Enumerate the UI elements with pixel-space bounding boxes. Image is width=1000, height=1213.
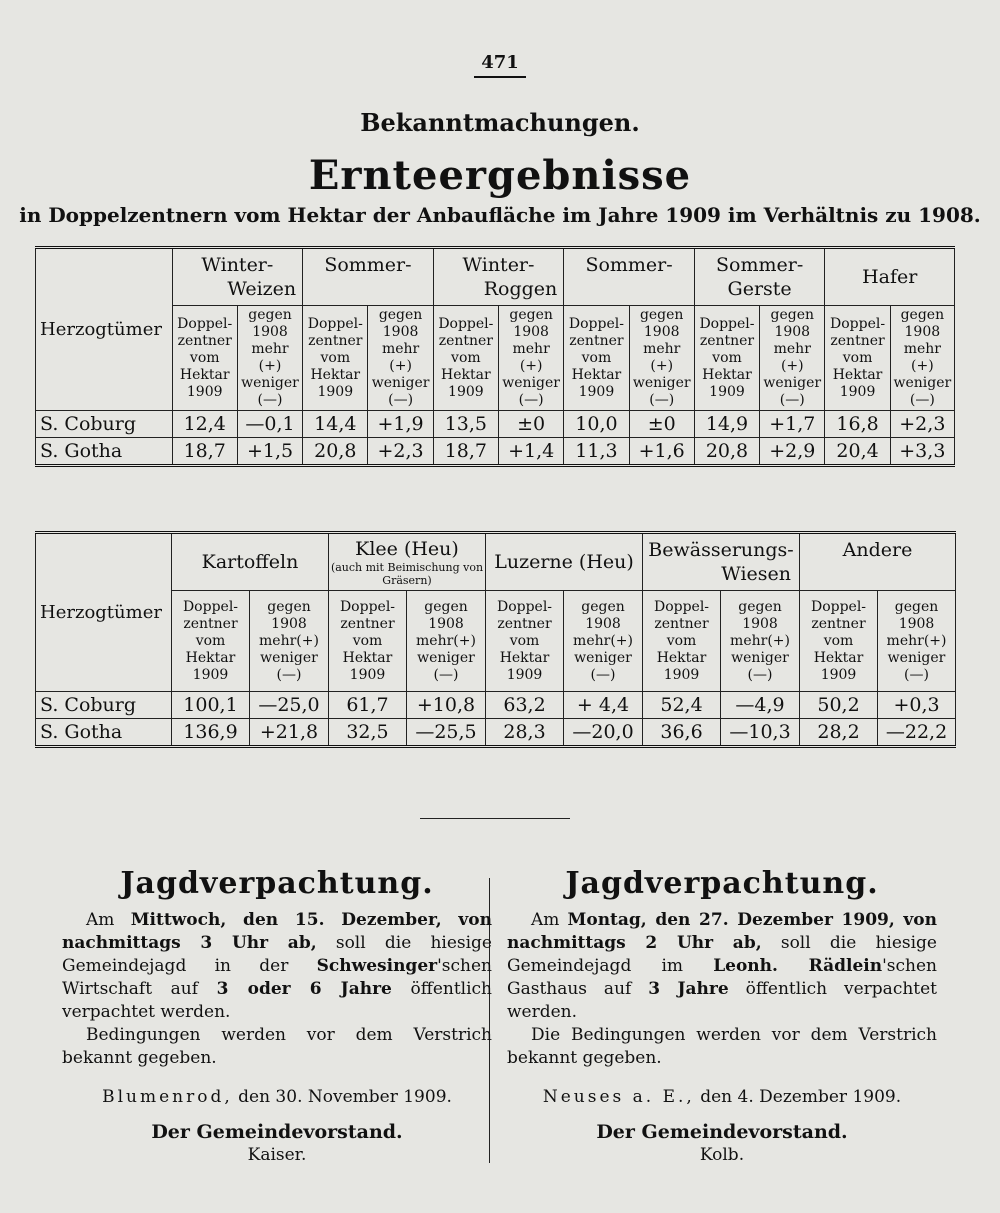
- page-subtitle: in Doppelzentnern vom Hektar der Anbaufläche im Jahre 1909 im Verhältnis zu 1908.: [19, 203, 981, 227]
- table-cell: +10,8: [407, 692, 486, 719]
- subheader-doppelzentner: Doppel- zentner vom Hektar 1909: [433, 306, 498, 411]
- table-cell: +1,9: [368, 411, 433, 438]
- table-cell: —20,0: [564, 719, 643, 747]
- notice-date: den 4. Dezember 1909.: [700, 1087, 902, 1107]
- place-name: Neuses a. E.,: [542, 1087, 695, 1107]
- group-header-winter-roggen: [433, 248, 564, 306]
- row-name: S. Gotha: [36, 438, 173, 466]
- notice-paragraph: [507, 909, 937, 1024]
- subheader-gegen-1908: gegen 1908 mehr(+) weniger (—): [721, 591, 800, 692]
- table-cell: 18,7: [172, 438, 237, 466]
- table-cell: 36,6: [643, 719, 721, 747]
- text-span: Am: [531, 910, 560, 930]
- table-cell: 20,4: [825, 438, 890, 466]
- row-name: S. Coburg: [36, 411, 173, 438]
- group-header-sommer-weizen: [303, 248, 434, 306]
- page-title: Ernteergebnisse: [308, 152, 692, 199]
- subheader-gegen-1908: gegen 1908 mehr(+) weniger (—): [250, 591, 329, 692]
- group-header-line1: Kartoffeln: [201, 551, 299, 573]
- table-cell: +1,5: [237, 438, 302, 466]
- emphasis-text: 3 Jahre: [648, 979, 729, 999]
- table-cell: 28,2: [800, 719, 878, 747]
- group-header-kartoffeln: [172, 533, 329, 591]
- emphasis-text: Montag, den 27. Dezember 1909, von nachmittags 2 Uhr ab,: [507, 910, 938, 953]
- subheader-doppelzentner: Doppel- zentner vom Hektar 1909: [172, 591, 250, 692]
- table-cell: —10,3: [721, 719, 800, 747]
- table-cell: 14,4: [303, 411, 368, 438]
- subheader-gegen-1908: gegen 1908 mehr (+) weniger (—): [368, 306, 433, 411]
- text-span: soll die hiesige Gemeindejagd in der: [62, 933, 492, 976]
- notice-signer-name: Kolb.: [699, 1145, 745, 1165]
- table-cell: +1,6: [629, 438, 694, 466]
- table-cell: 11,3: [564, 438, 629, 466]
- table-cell: 12,4: [172, 411, 237, 438]
- notice-place-date: [507, 1086, 937, 1109]
- subheader-gegen-1908: gegen 1908 mehr (+) weniger (—): [237, 306, 302, 411]
- group-header-hafer: [825, 248, 955, 306]
- table-cell: 20,8: [694, 438, 759, 466]
- group-header-winter-weizen: [172, 248, 303, 306]
- group-header-bewaesserungs: [643, 533, 800, 591]
- table-cell: 18,7: [433, 438, 498, 466]
- group-header-line2: Wiesen: [721, 563, 792, 585]
- table-cell: 136,9: [172, 719, 250, 747]
- notice-body: [62, 909, 492, 1070]
- group-header-sommer-gerste: [694, 248, 825, 306]
- section-heading: Bekanntmachungen.: [360, 108, 640, 137]
- table-cell: —25,5: [407, 719, 486, 747]
- table-cell: +2,3: [368, 438, 433, 466]
- table-cell: + 4,4: [564, 692, 643, 719]
- text-span: öffentlich verpachtet werden.: [62, 979, 492, 1022]
- subheader-gegen-1908: gegen 1908 mehr (+) weniger (—): [760, 306, 825, 411]
- group-header-line1: Sommer-: [324, 254, 412, 276]
- text-span: 'schen Gasthaus auf: [507, 956, 937, 999]
- group-header-line1: Bewässerungs-: [648, 539, 794, 561]
- table-cell: 52,4: [643, 692, 721, 719]
- table-cell: —25,0: [250, 692, 329, 719]
- notice-place-date: [62, 1086, 492, 1109]
- notice-right: [507, 866, 938, 1167]
- notice-signature: Der Gemeindevorstand.: [151, 1121, 403, 1143]
- text-span: 'schen Wirtschaft auf: [62, 956, 492, 999]
- harvest-table-grains: [35, 246, 955, 467]
- subheader-doppelzentner: Doppel- zentner vom Hektar 1909: [564, 306, 629, 411]
- table-cell: +3,3: [890, 438, 954, 466]
- table-cell: 32,5: [329, 719, 407, 747]
- notice-paragraph: [62, 909, 492, 1024]
- table-cell: +2,9: [760, 438, 825, 466]
- subheader-gegen-1908: gegen 1908 mehr(+) weniger (—): [878, 591, 956, 692]
- emphasis-text: Mittwoch, den 15. Dezember, von nachmittags 3 Uhr ab,: [62, 910, 492, 953]
- notice-signer-name: Kaiser.: [247, 1145, 307, 1165]
- table-row: [36, 692, 956, 719]
- text-span: öffentlich verpachtet werden.: [507, 979, 938, 1022]
- group-header-line1: Andere: [842, 539, 913, 561]
- subheader-doppelzentner: Doppel- zentner vom Hektar 1909: [303, 306, 368, 411]
- row-header: Herzogtümer: [36, 533, 172, 692]
- table-cell: +1,7: [760, 411, 825, 438]
- page-number: 471: [470, 52, 530, 73]
- table-row: [36, 719, 956, 747]
- notice-date: den 30. November 1909.: [238, 1087, 452, 1107]
- group-header-line1: Winter-: [201, 254, 274, 276]
- subheader-doppelzentner: Doppel- zentner vom Hektar 1909: [694, 306, 759, 411]
- subheader-doppelzentner: Doppel- zentner vom Hektar 1909: [643, 591, 721, 692]
- group-header-line1: Sommer-: [716, 254, 804, 276]
- subheader-gegen-1908: gegen 1908 mehr (+) weniger (—): [629, 306, 694, 411]
- notice-body: [507, 909, 937, 1070]
- table-cell: 16,8: [825, 411, 890, 438]
- table-cell: 100,1: [172, 692, 250, 719]
- place-name: Blumenrod,: [102, 1087, 233, 1107]
- notice-signature: Der Gemeindevorstand.: [596, 1121, 848, 1143]
- table-cell: 50,2: [800, 692, 878, 719]
- notice-paragraph: Bedingungen werden vor dem Verstrich bekannt gegeben.: [62, 1025, 492, 1068]
- group-header-line1: Sommer-: [585, 254, 673, 276]
- emphasis-text: Leonh. Rädlein: [713, 956, 883, 976]
- table-cell: —4,9: [721, 692, 800, 719]
- subheader-gegen-1908: gegen 1908 mehr (+) weniger (—): [890, 306, 954, 411]
- group-header-sommer-roggen: [564, 248, 695, 306]
- subheader-gegen-1908: gegen 1908 mehr(+) weniger (—): [564, 591, 643, 692]
- table-cell: 13,5: [433, 411, 498, 438]
- row-name: S. Gotha: [36, 719, 172, 747]
- subheader-doppelzentner: Doppel- zentner vom Hektar 1909: [800, 591, 878, 692]
- table-cell: 14,9: [694, 411, 759, 438]
- table-cell: +0,3: [878, 692, 956, 719]
- table-cell: 63,2: [486, 692, 564, 719]
- table-row: [36, 438, 955, 466]
- group-header-line2: Roggen: [483, 278, 558, 300]
- group-header-andere: [800, 533, 956, 591]
- subheader-doppelzentner: Doppel- zentner vom Hektar 1909: [486, 591, 564, 692]
- table-cell: 28,3: [486, 719, 564, 747]
- row-header: Herzogtümer: [36, 248, 173, 411]
- row-name: S. Coburg: [36, 692, 172, 719]
- group-header-luzerne: [486, 533, 643, 591]
- section-divider: [420, 818, 570, 819]
- table-cell: +1,4: [499, 438, 564, 466]
- table-cell: ±0: [499, 411, 564, 438]
- table-cell: 61,7: [329, 692, 407, 719]
- group-header-line1: Hafer: [862, 266, 918, 288]
- group-header-line2: Weizen: [227, 278, 297, 300]
- group-header-line1: Klee (Heu): [355, 538, 459, 560]
- table-cell: —22,2: [878, 719, 956, 747]
- group-header-klee: [329, 533, 486, 591]
- subheader-doppelzentner: Doppel- zentner vom Hektar 1909: [329, 591, 407, 692]
- table-cell: ±0: [629, 411, 694, 438]
- table-row: [36, 411, 955, 438]
- emphasis-text: Schwesinger: [316, 956, 438, 976]
- table-cell: 20,8: [303, 438, 368, 466]
- group-header-line1: Luzerne (Heu): [494, 551, 634, 573]
- notice-left: [62, 866, 492, 1167]
- text-span: soll die hiesige Gemeindejagd im: [507, 933, 937, 976]
- group-header-line1: Winter-: [462, 254, 535, 276]
- group-header-line2: Gerste: [727, 278, 792, 300]
- notice-title: Jagdverpachtung.: [565, 866, 879, 901]
- table-cell: —0,1: [237, 411, 302, 438]
- notice-paragraph: Die Bedingungen werden vor dem Verstrich bekannt gegeben.: [507, 1025, 937, 1068]
- table-cell: 10,0: [564, 411, 629, 438]
- notice-title: Jagdverpachtung.: [120, 866, 434, 901]
- subheader-doppelzentner: Doppel- zentner vom Hektar 1909: [825, 306, 890, 411]
- subheader-gegen-1908: gegen 1908 mehr (+) weniger (—): [499, 306, 564, 411]
- emphasis-text: 3 oder 6 Jahre: [216, 979, 392, 999]
- subheader-doppelzentner: Doppel- zentner vom Hektar 1909: [172, 306, 237, 411]
- text-span: Am: [86, 910, 115, 930]
- table-cell: +21,8: [250, 719, 329, 747]
- harvest-table-forage: [35, 531, 956, 748]
- subheader-gegen-1908: gegen 1908 mehr(+) weniger (—): [407, 591, 486, 692]
- group-header-note: (auch mit Beimischung von Gräsern): [330, 561, 484, 587]
- table-cell: +2,3: [890, 411, 954, 438]
